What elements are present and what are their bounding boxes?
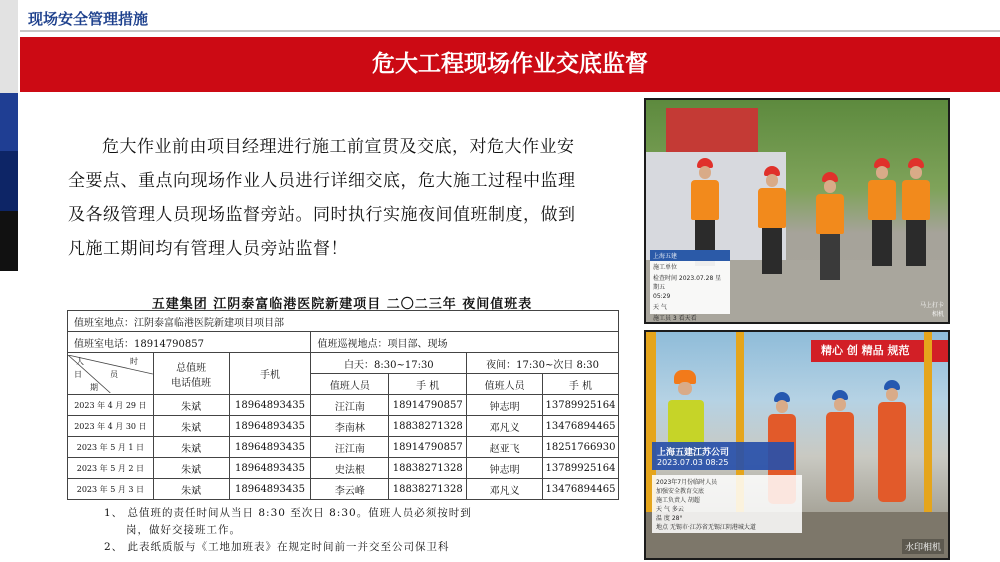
table-cell: 李云峰 <box>311 479 389 500</box>
table-row <box>68 458 619 479</box>
table-cell: 朱斌 <box>153 416 229 437</box>
left-accent-bars <box>0 0 18 562</box>
note-line: 2、 此表纸质版与《工地加班表》在规定时间前一并交至公司保卫科 <box>104 541 450 553</box>
table-cell: 18838271328 <box>389 416 467 437</box>
watermark-field: 05:29 <box>653 293 671 300</box>
watermark-field: 温 度 28° <box>656 515 683 522</box>
table-cell: 18964893435 <box>229 458 311 479</box>
table-cell: 18964893435 <box>229 479 311 500</box>
duty-room-location: 值班室地点：江阴泰富临港医院新建项目项目部 <box>68 311 619 332</box>
duty-person-header: 值班人员 <box>311 374 389 395</box>
watermark-field: 加强安全教育交底 <box>656 488 705 495</box>
table-row <box>68 437 619 458</box>
watermark-field: 施工负责人 胡超 <box>656 497 700 504</box>
duty-schedule-title: 五建集团 江阴泰富临港医院新建项目 二〇二三年 夜间值班表 <box>151 297 533 312</box>
table-cell: 18964893435 <box>229 395 311 416</box>
duty-notes <box>104 505 472 556</box>
mobile-header: 手机 <box>229 353 311 395</box>
title-banner <box>20 37 1000 92</box>
table-cell: 钟志明 <box>467 395 543 416</box>
table-row <box>68 395 619 416</box>
patrol-location: 值班巡视地点：项目部、现场 <box>311 332 619 353</box>
table-cell: 朱斌 <box>153 395 229 416</box>
site-slogan-banner: 精心 创 精品 规范 <box>811 340 950 362</box>
table-cell: 李南林 <box>311 416 389 437</box>
duty-schedule-table <box>67 310 619 500</box>
site-photo-supervision <box>644 330 950 560</box>
camera-app-mark: 马上打卡 相机 <box>919 302 944 318</box>
table-cell: 2023 年 5 月 2 日 <box>68 458 154 479</box>
diag-label: 期 <box>90 382 98 392</box>
table-cell: 18964893435 <box>229 437 311 458</box>
watermark-company: 上海五建江苏公司 <box>657 448 730 458</box>
table-cell: 13476894465 <box>542 416 618 437</box>
duty-schedule-document <box>64 293 620 562</box>
table-cell: 2023 年 4 月 30 日 <box>68 416 154 437</box>
chief-duty-header: 总值班 电话值班 <box>153 353 229 395</box>
camera-app-watermark: 水印相机 <box>902 539 944 554</box>
note-line: 岗，做好交接班工作。 <box>126 524 241 536</box>
table-cell: 2023 年 5 月 3 日 <box>68 479 154 500</box>
diag-label: 日 <box>74 369 82 379</box>
table-cell: 18964893435 <box>229 416 311 437</box>
table-cell: 朱斌 <box>153 437 229 458</box>
watermark-field: 检查时间 2023.07.28 星期五 <box>653 275 722 291</box>
table-row <box>68 479 619 500</box>
table-row <box>68 416 619 437</box>
watermark-field: 施工员 3 看天看 <box>653 315 697 322</box>
table-cell: 18838271328 <box>389 458 467 479</box>
watermark-field: 施工单位 <box>653 264 678 271</box>
table-cell: 18914790857 <box>389 395 467 416</box>
night-shift-header: 夜间：17:30~次日 8:30 <box>467 353 619 374</box>
table-cell: 赵亚飞 <box>467 437 543 458</box>
diag-label: 时 <box>130 356 138 366</box>
table-cell: 朱斌 <box>153 458 229 479</box>
table-cell: 朱斌 <box>153 479 229 500</box>
photo-watermark-panel <box>650 250 730 322</box>
watermark-badge: 上海五建 <box>650 250 730 261</box>
diag-label: 员 <box>110 369 118 379</box>
diag-label: 人 <box>76 356 84 366</box>
table-cell: 2023 年 4 月 29 日 <box>68 395 154 416</box>
table-cell: 18914790857 <box>389 437 467 458</box>
table-cell: 18251766930 <box>542 437 618 458</box>
table-cell: 钟志明 <box>467 458 543 479</box>
table-cell: 邓凡义 <box>467 479 543 500</box>
photo-watermark-panel <box>652 475 802 533</box>
table-cell: 史法根 <box>311 458 389 479</box>
watermark-field: 天 气 多云 <box>656 506 684 513</box>
banner-title: 危大工程现场作业交底监督 <box>372 51 648 77</box>
table-cell: 邓凡义 <box>467 416 543 437</box>
table-cell: 汪江南 <box>311 437 389 458</box>
mobile-header: 手 机 <box>542 374 618 395</box>
header-divider <box>20 30 1000 32</box>
section-title: 现场安全管理措施 <box>28 10 149 28</box>
table-cell: 13476894465 <box>542 479 618 500</box>
table-cell: 18838271328 <box>389 479 467 500</box>
watermark-field: 2023年7月份临时人员 <box>656 479 718 486</box>
watermark-datetime: 2023.07.03 08:25 <box>657 458 729 467</box>
table-cell: 汪江南 <box>311 395 389 416</box>
intro-paragraph: 危大作业前由项目经理进行施工前宣贯及交底，对危大作业安全要点、重点向现场作业人员进行详细交底，危大施工过程中监理及各级管理人员现场监督旁站。同时执行实施夜间值班制度，做到凡施工期间均有管理人员旁站监督！ <box>68 137 576 259</box>
table-cell: 13789925164 <box>542 395 618 416</box>
watermark-field: 地点 无锡市·江苏省无锡江阴港城大道 <box>656 524 756 531</box>
duty-room-phone: 值班室电话：18914790857 <box>68 332 311 353</box>
table-cell: 2023 年 5 月 1 日 <box>68 437 154 458</box>
diagonal-header-cell <box>68 353 154 395</box>
day-shift-header: 白天：8:30~17:30 <box>311 353 467 374</box>
duty-person-header: 值班人员 <box>467 374 543 395</box>
mobile-header: 手 机 <box>389 374 467 395</box>
site-photo-briefing <box>644 98 950 324</box>
watermark-field: 天 气 <box>653 304 667 311</box>
note-line: 1、 总值班的责任时间从当日 8:30 至次日 8:30。值班人员必须按时到 <box>104 507 472 519</box>
table-cell: 13789925164 <box>542 458 618 479</box>
photo-watermark-header <box>652 442 794 470</box>
